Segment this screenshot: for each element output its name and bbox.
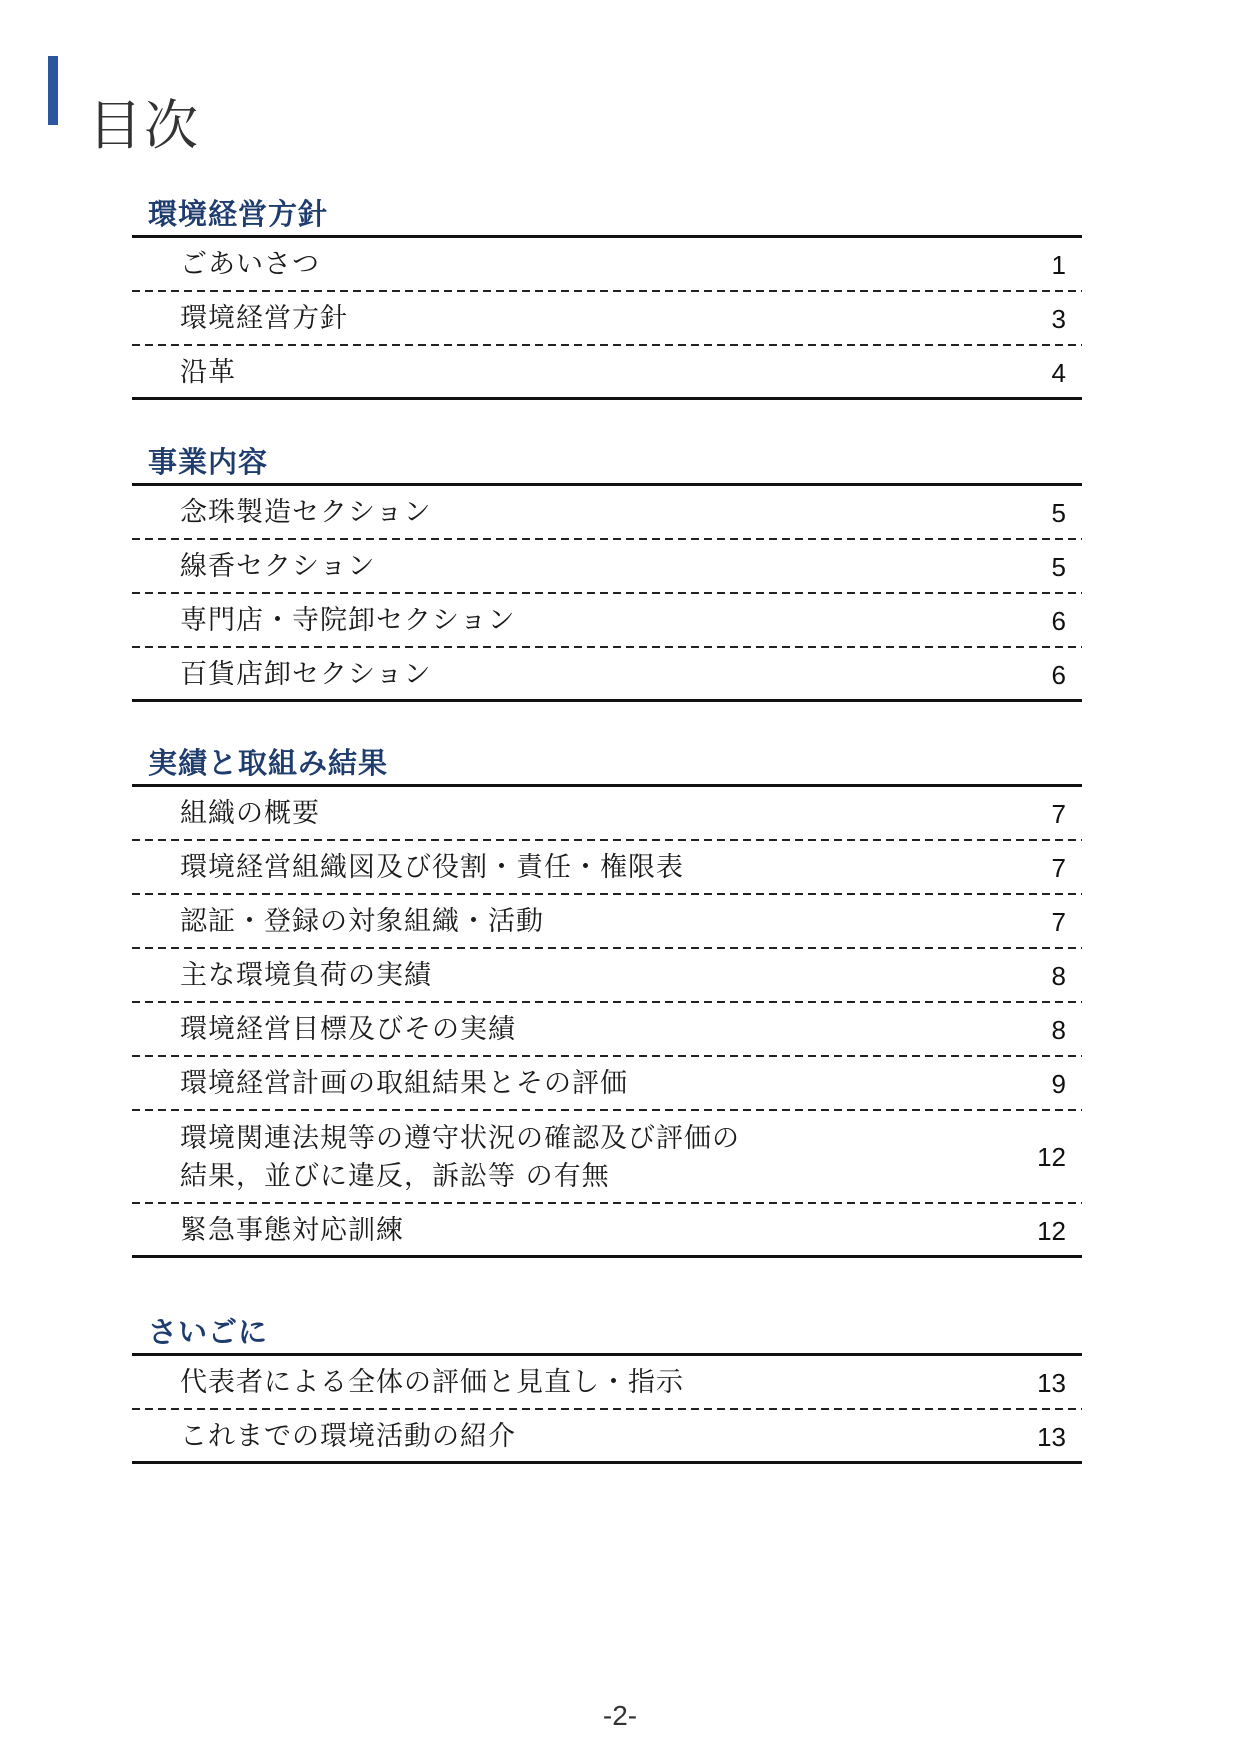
toc-entry[interactable]: [132, 1356, 1082, 1410]
toc-entry[interactable]: [132, 787, 1082, 841]
toc-entry-label-line: 結果，並びに違反，訴訟等 の有無: [180, 1160, 610, 1192]
toc-entry-label: 緊急事態対応訓練: [180, 1215, 404, 1246]
toc-entry-page: 8: [1051, 1014, 1066, 1045]
toc-entry-label: これまでの環境活動の紹介: [180, 1421, 516, 1452]
toc-entry[interactable]: [132, 1204, 1082, 1258]
toc-entry[interactable]: [132, 949, 1082, 1003]
toc-entry-page: 4: [1051, 357, 1066, 388]
toc-entry-label: 環境経営組織図及び役割・責任・権限表: [180, 852, 684, 883]
toc-entry[interactable]: [132, 346, 1082, 400]
toc-entry-page: 3: [1051, 303, 1066, 334]
toc-section-environmental-policy: [132, 194, 1082, 400]
toc-entry-page: 6: [1051, 605, 1066, 636]
section-heading: 事業内容: [132, 442, 1082, 486]
toc-entry-page: 7: [1051, 906, 1066, 937]
toc-entry-page: 6: [1051, 659, 1066, 690]
toc-entry[interactable]: [132, 1003, 1082, 1057]
toc-entry-page: 12: [1037, 1142, 1066, 1172]
section-heading: さいごに: [132, 1312, 1082, 1356]
toc-entry-page: 8: [1051, 960, 1066, 991]
toc-entry[interactable]: [132, 841, 1082, 895]
toc-section-results: [132, 743, 1082, 1258]
toc-entry-label: 認証・登録の対象組織・活動: [180, 906, 544, 937]
toc-entry-page: 5: [1051, 551, 1066, 582]
toc-section-business: [132, 442, 1082, 702]
page-title: 目次: [88, 94, 200, 158]
toc-entry[interactable]: [132, 1111, 1082, 1204]
toc-entry-label: ごあいさつ: [180, 249, 320, 280]
toc-entry-label: 専門店・寺院卸セクション: [180, 605, 516, 636]
page-number: -2-: [602, 1700, 638, 1731]
toc-entry[interactable]: [132, 540, 1082, 594]
toc-entry-page: 7: [1051, 798, 1066, 829]
toc-entry[interactable]: [132, 486, 1082, 540]
toc-entry-label: 環境経営方針: [180, 303, 348, 334]
toc-entry[interactable]: [132, 238, 1082, 292]
toc-entry-label: 主な環境負荷の実績: [180, 960, 432, 991]
toc-entry[interactable]: [132, 648, 1082, 702]
toc-entry[interactable]: [132, 594, 1082, 648]
toc-entry-label: 組織の概要: [180, 798, 320, 829]
toc-entry-label: 環境経営目標及びその実績: [180, 1014, 516, 1045]
toc-entry-label: 百貨店卸セクション: [180, 659, 432, 690]
section-heading: 環境経営方針: [132, 194, 1082, 238]
title-accent-bar: [48, 56, 58, 125]
section-heading: 実績と取組み結果: [132, 743, 1082, 787]
toc-entry-label: 代表者による全体の評価と見直し・指示: [180, 1367, 684, 1398]
toc-entry-page: 9: [1051, 1068, 1066, 1099]
toc-entry[interactable]: [132, 1410, 1082, 1464]
toc-entry-label-line: 環境関連法規等の遵守状況の確認及び評価の: [180, 1122, 740, 1154]
toc-entry-page: 1: [1051, 249, 1066, 280]
toc-entry-page: 13: [1037, 1367, 1066, 1398]
toc-entry[interactable]: [132, 292, 1082, 346]
toc-section-closing: [132, 1312, 1082, 1464]
toc-entry-page: 12: [1037, 1215, 1066, 1246]
toc-entry[interactable]: [132, 1057, 1082, 1111]
toc-entry-label: 環境経営計画の取組結果とその評価: [180, 1068, 628, 1099]
toc-entry-label: 沿革: [180, 357, 236, 388]
toc-entry-page: 5: [1051, 497, 1066, 528]
toc-entry-label: 線香セクション: [180, 551, 376, 582]
toc-entry-label: [180, 1120, 740, 1196]
toc-entry-page: 7: [1051, 852, 1066, 883]
toc-entry-label: 念珠製造セクション: [180, 497, 432, 528]
toc-entry[interactable]: [132, 895, 1082, 949]
toc-entry-page: 13: [1037, 1421, 1066, 1452]
